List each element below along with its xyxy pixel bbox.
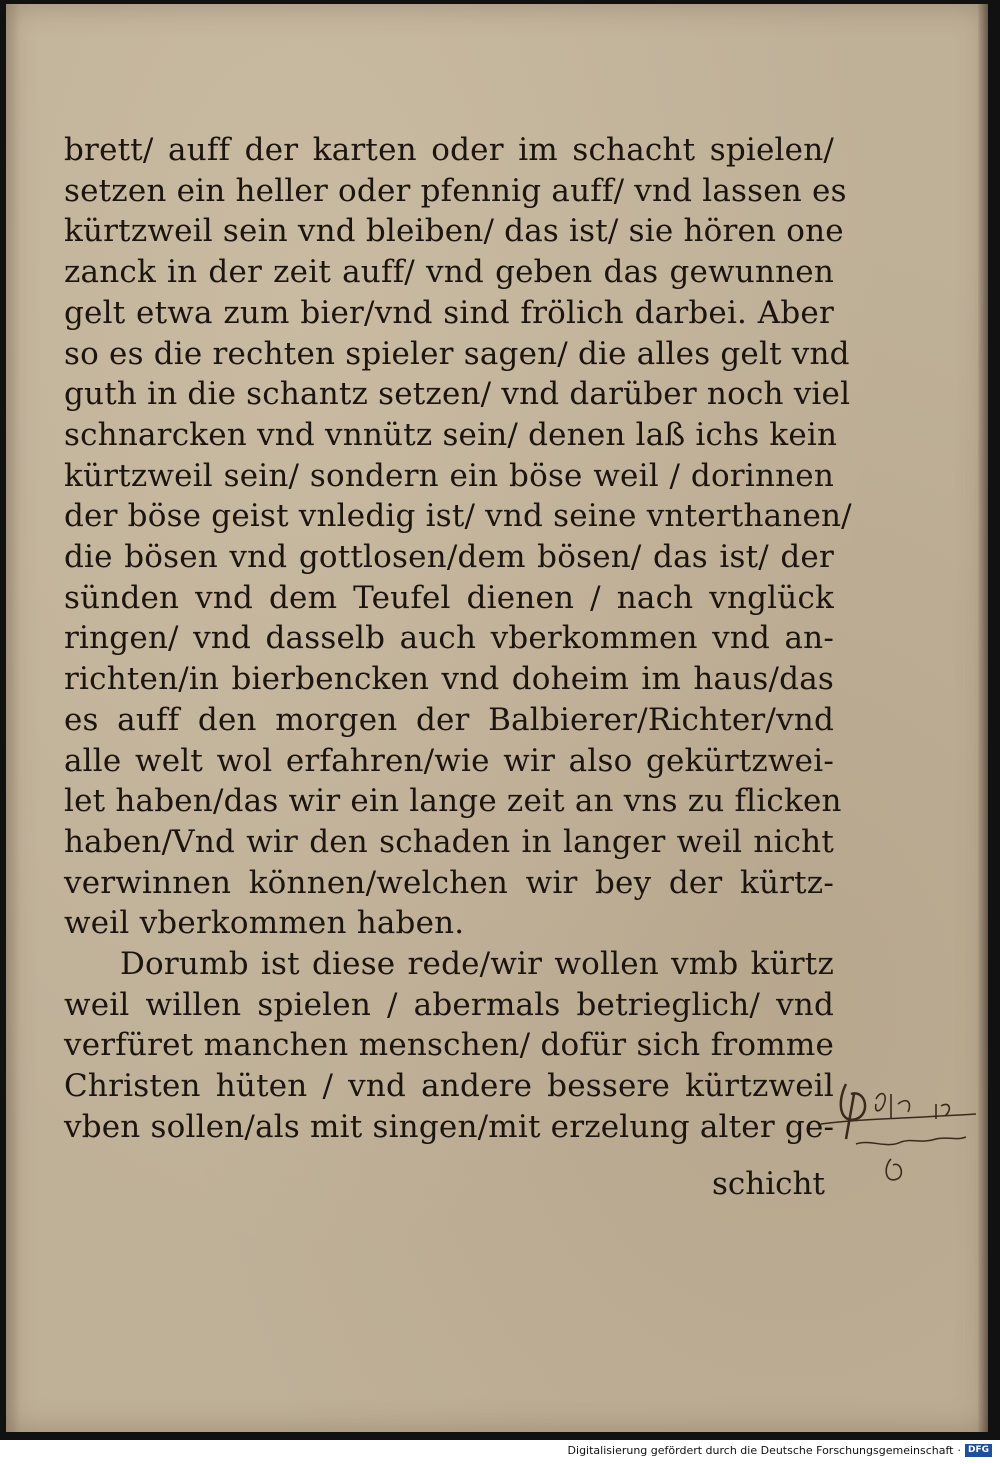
text-line: es auff den morgen der Balbierer/Richter/vnd: [64, 701, 834, 738]
footer-credit: [568, 1444, 992, 1457]
text-line: verfüret manchen menschen/ dofür sich fromme: [64, 1027, 834, 1064]
text-line: die bösen vnd gottlosen/dem bösen/ das ist/ der: [64, 539, 834, 576]
text-line: setzen ein heller oder pfennig auff/ vnd lassen es: [64, 172, 847, 209]
page-text: [64, 130, 852, 1148]
text-line: Christen hüten / vnd andere bessere kürtzweil: [64, 1068, 834, 1105]
footer-separator: ·: [957, 1444, 961, 1457]
text-line: richten/in bierbencken vnd doheim im haus/das: [64, 661, 834, 698]
text-line: verwinnen können/welchen wir bey der kürtz-: [64, 864, 834, 901]
text-line: so es die rechten spieler sagen/ die alles gelt vnd: [64, 335, 850, 372]
text-line: Dorumb ist diese rede/wir wollen vmb kürtz: [120, 946, 834, 983]
dfg-logo-icon: DFG: [965, 1444, 992, 1457]
text-line: schnarcken vnd vnnütz sein/ denen laß ichs kein: [64, 416, 838, 453]
text-line: ringen/ vnd dasselb auch vberkommen vnd an-: [64, 620, 834, 657]
text-line: haben/Vnd wir den schaden in langer weil nicht: [64, 823, 834, 860]
text-line: kürtzweil sein/ sondern ein böse weil / dorinnen: [64, 457, 834, 494]
text-line: brett/ auff der karten oder im schacht spielen/: [64, 132, 834, 168]
text-line: guth in die schantz setzen/ vnd darüber noch viel: [64, 376, 851, 413]
text-line: kürtzweil sein vnd bleiben/ das ist/ sie hören one: [64, 213, 844, 250]
catchword: schicht: [712, 1166, 825, 1202]
text-line: zanck in der zeit auff/ vnd geben das gewunnen: [64, 254, 834, 291]
text-line: let haben/das wir ein lange zeit an vns zu flicken: [64, 783, 842, 820]
text-line: sünden vnd dem Teufel dienen / nach vnglück: [64, 579, 834, 616]
book-page: [6, 4, 988, 1432]
text-line: weil willen spielen / abermals betrieglich/ vnd: [64, 986, 834, 1023]
text-line: weil vberkommen haben.: [64, 905, 465, 942]
handwritten-marginalia: [816, 1064, 986, 1214]
text-line: vben sollen/als mit singen/mit erzelung alter ge-: [64, 1108, 835, 1145]
page-edge: [978, 4, 988, 1432]
text-line: alle welt wol erfahren/wie wir also gekürtzwei-: [64, 742, 834, 779]
footer-credit-text: Digitalisierung gefördert durch die Deutsche Forschungsgemeinschaft: [567, 1444, 954, 1457]
text-line: der böse geist vnledig ist/ vnd seine vnterthanen/: [64, 498, 852, 535]
text-line: gelt etwa zum bier/vnd sind frölich darbei. Aber: [64, 294, 834, 331]
